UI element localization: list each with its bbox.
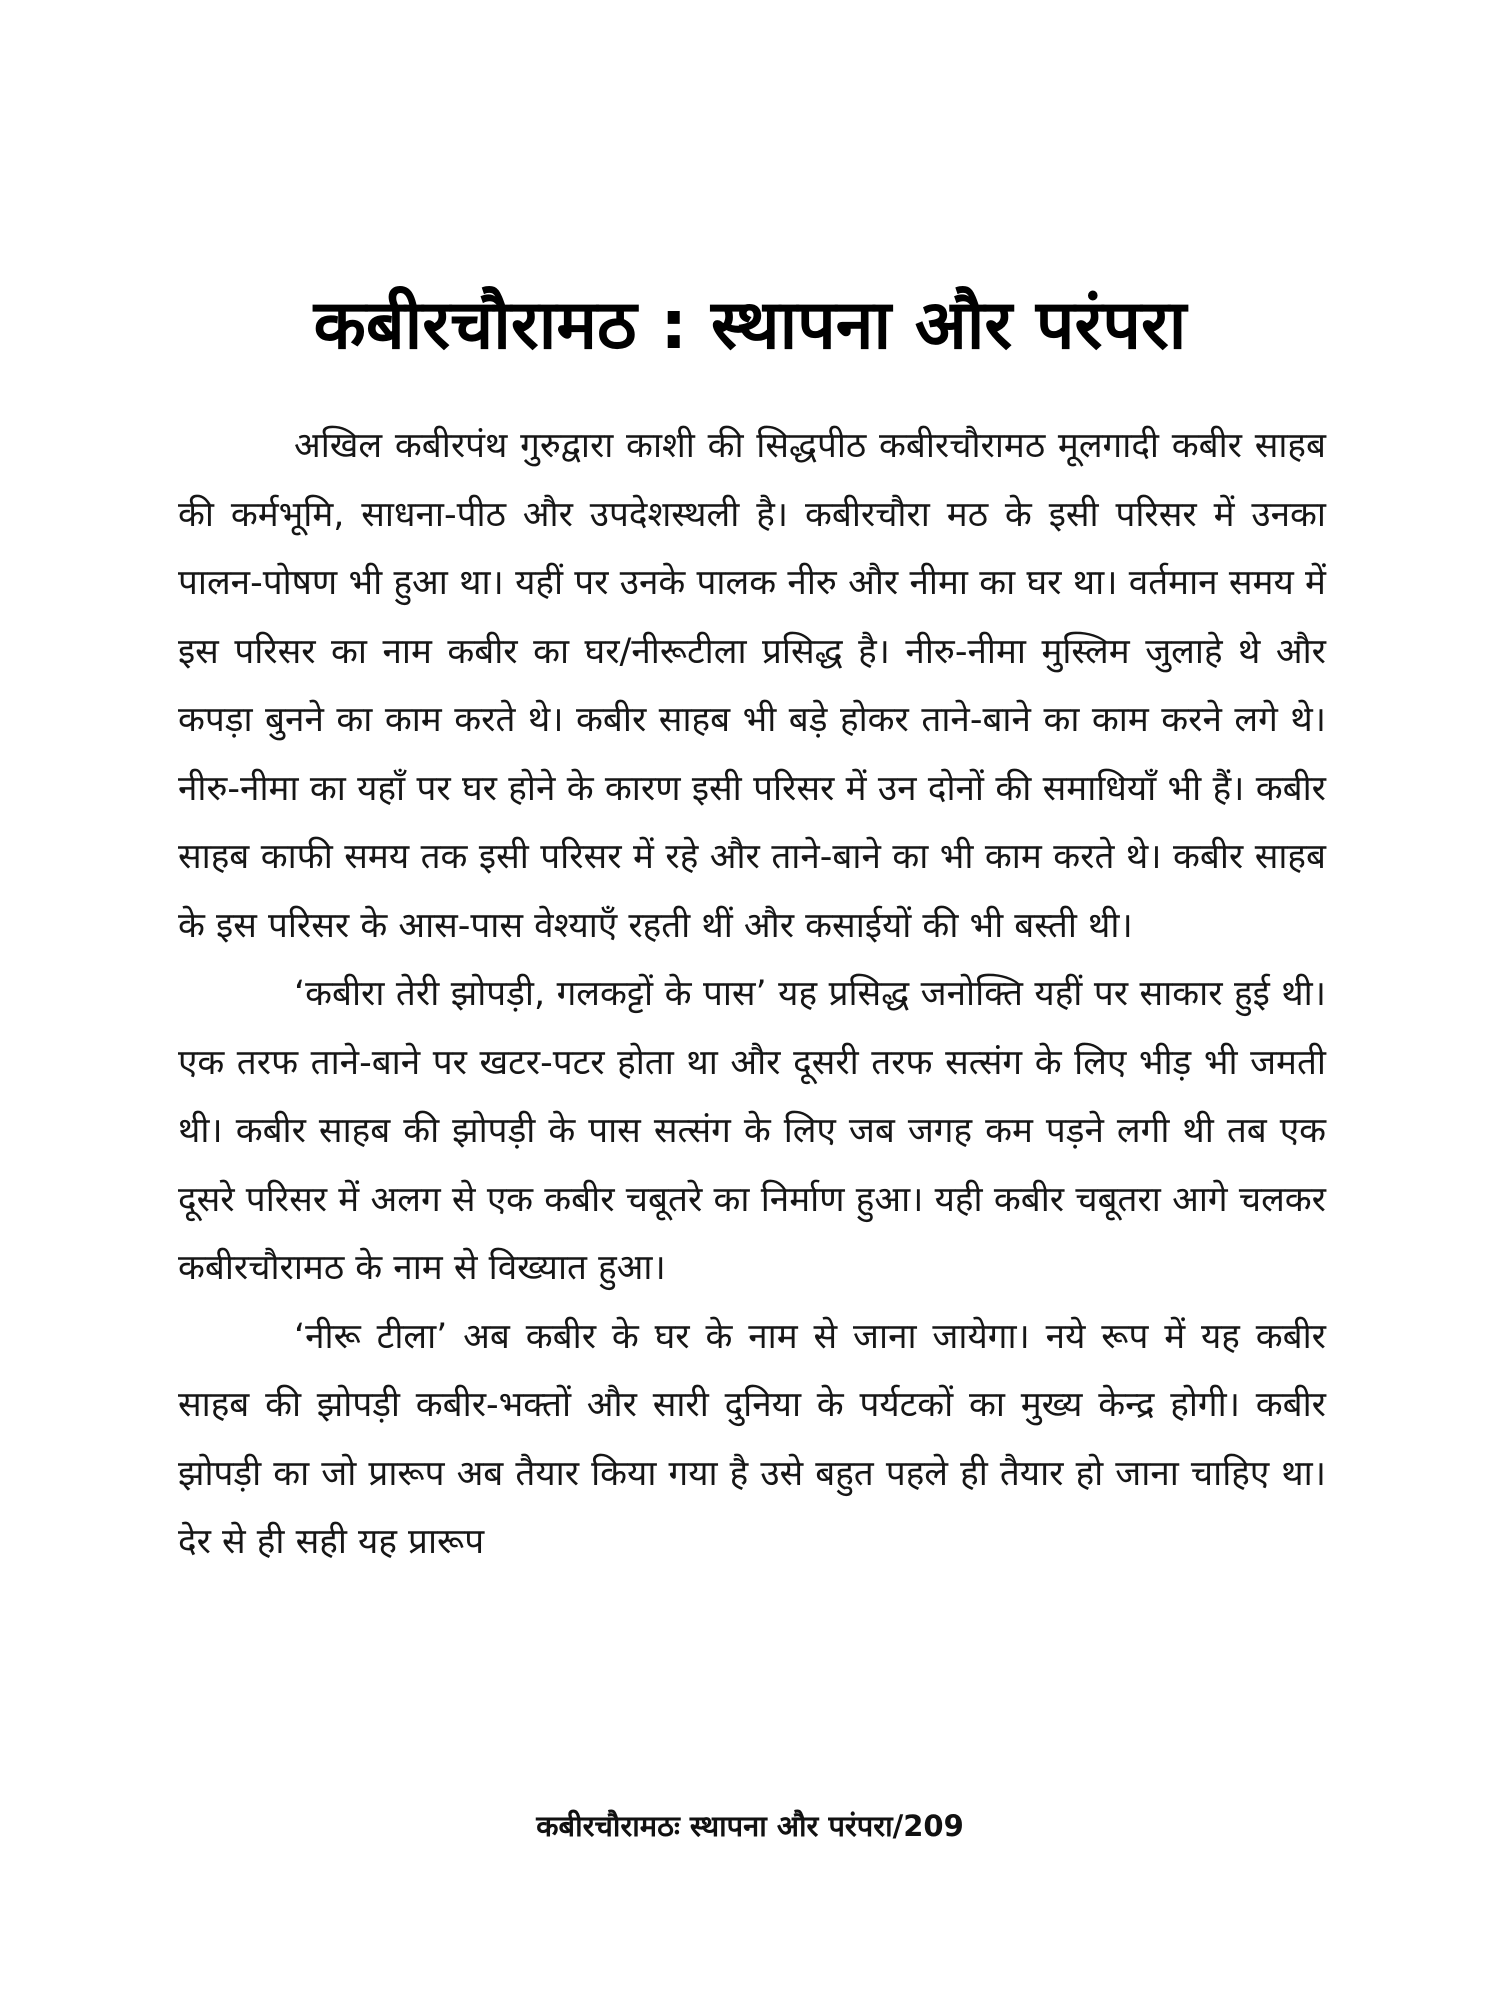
paragraph-2: ‘कबीरा तेरी झोपड़ी, गलकट्टों के पास’ यह प्रसिद्ध जनोक्ति यहीं पर साकार हुई थी। एक तरफ ताने-बाने पर खटर-पटर होता था और दूसरी तरफ सत्संग के लिए भीड़ भी जमती थी। कबीर साहब की झोपड़ी के पास सत्संग के लिए जब जगह कम पड़ने लगी थी तब एक दूसरे परिसर में अलग से एक कबीर चबूतरे का निर्माण हुआ। यही कबीर चबूतरा आगे चलकर कबीरचौरामठ के नाम से विख्यात हुआ। (178, 974, 1326, 1288)
running-footer-page-number: कबीरचौरामठः स्थापना और परंपरा/209 (536, 1809, 964, 1843)
chapter-body (178, 412, 1326, 1577)
chapter-title: कबीरचौरामठ : स्थापना और परंपरा (313, 285, 1187, 365)
paragraph-1: अखिल कबीरपंथ गुरुद्वारा काशी की सिद्धपीठ कबीरचौरामठ मूलगादी कबीर साहब की कर्मभूमि, साधना-पीठ और उपदेशस्थली है। कबीरचौरा मठ के इसी परिसर में उनका पालन-पोषण भी हुआ था। यहीं पर उनके पालक नीरु और नीमा का घर था। वर्तमान समय में इस परिसर का नाम कबीर का घर/नीरूटीला प्रसिद्ध है। नीरु-नीमा मुस्लिम जुलाहे थे और कपड़ा बुनने का काम करते थे। कबीर साहब भी बड़े होकर ताने-बाने का काम करने लगे थे। नीरु-नीमा का यहाँ पर घर होने के कारण इसी परिसर में उन दोनों की समाधियाँ भी हैं। कबीर साहब काफी समय तक इसी परिसर में रहे और ताने-बाने का भी काम करते थे। कबीर साहब के इस परिसर के आस-पास वेश्याएँ रहती थीं और कसाईयों की भी बस्ती थी। (178, 426, 1326, 946)
paragraph-3: ‘नीरू टीला’ अब कबीर के घर के नाम से जाना जायेगा। नये रूप में यह कबीर साहब की झोपड़ी कबीर-भक्तों और सारी दुनिया के पर्यटकों का मुख्य केन्द्र होगी। कबीर झोपड़ी का जो प्रारूप अब तैयार किया गया है उसे बहुत पहले ही तैयार हो जाना चाहिए था। देर से ही सही यह प्रारूप (178, 1316, 1326, 1562)
